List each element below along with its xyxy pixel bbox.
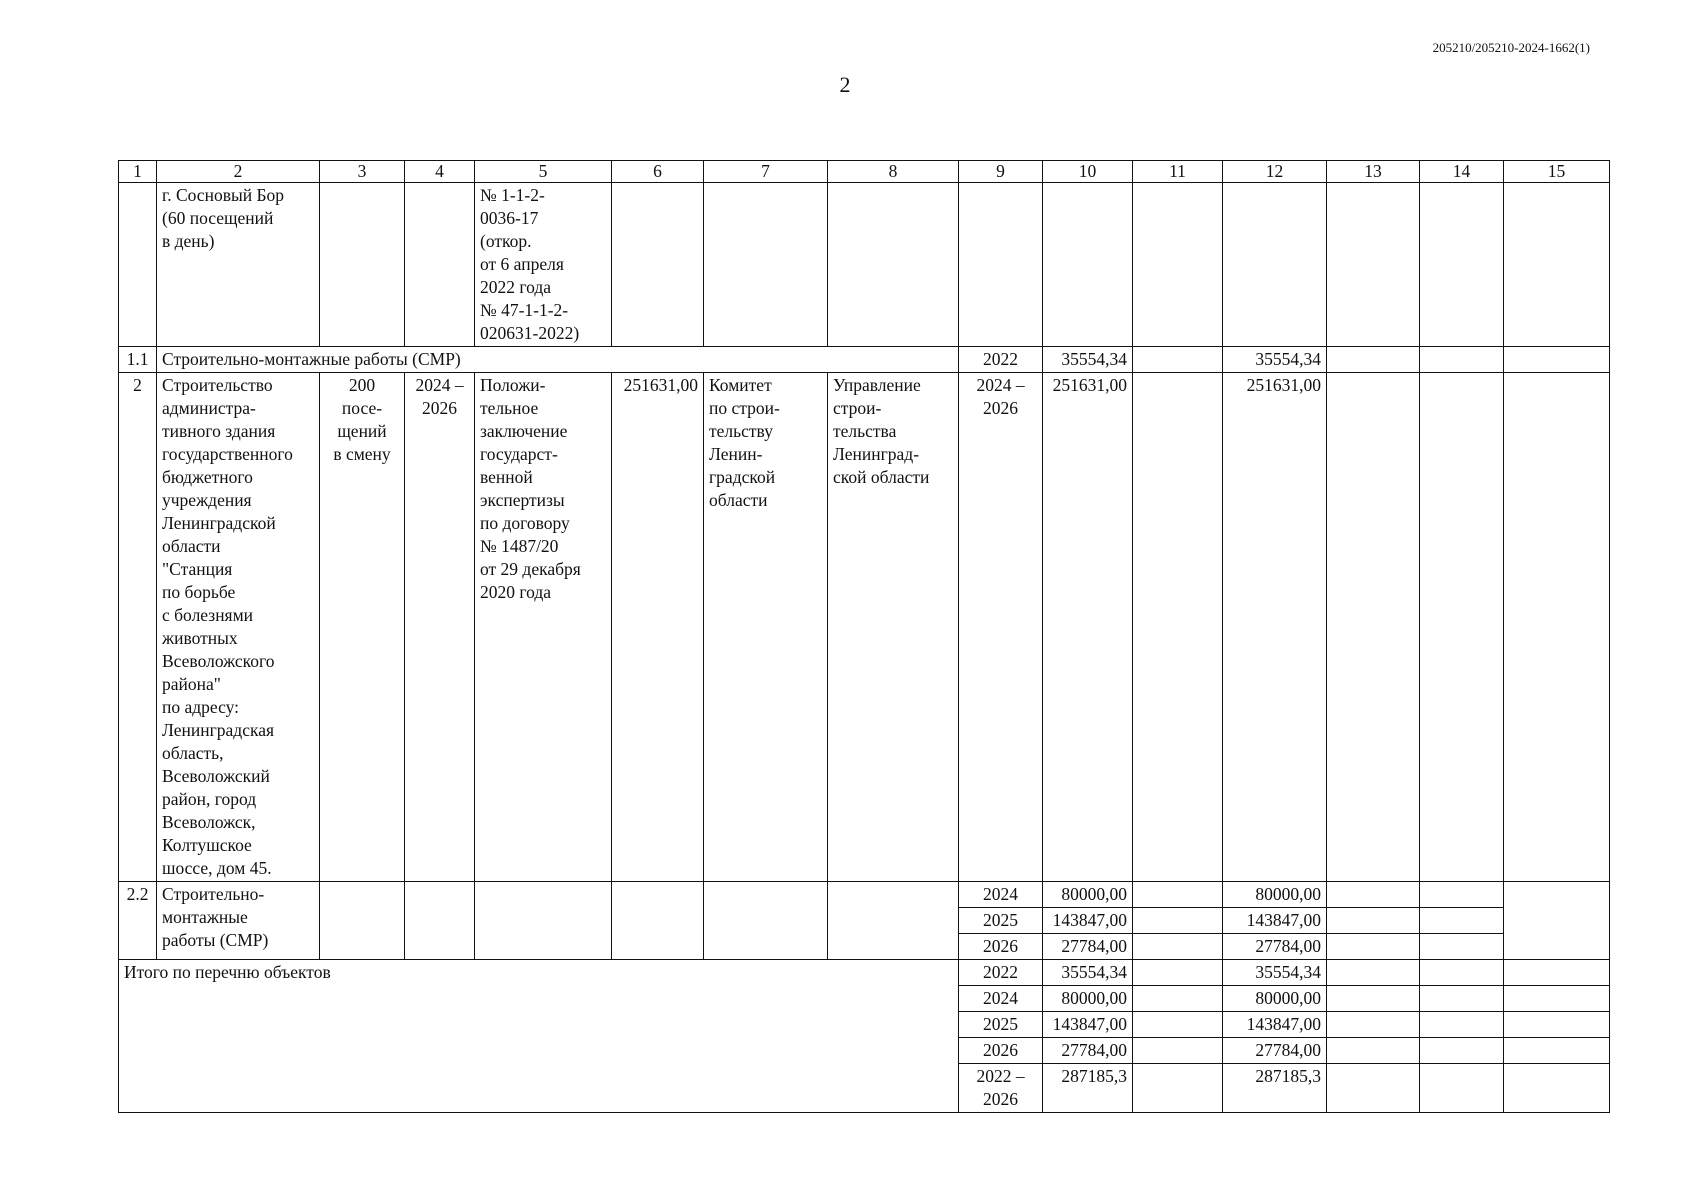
regional-cell: 27784,00 <box>1223 934 1327 960</box>
year-cell: 2024 <box>959 986 1043 1012</box>
work-type-label: Строительно-монтажные работы (СМР) <box>157 347 959 373</box>
period-cell: 2024 – 2026 <box>405 373 475 882</box>
table-header-row <box>119 161 1610 183</box>
row-number: 1.1 <box>119 347 157 373</box>
regional-cell: 35554,34 <box>1223 347 1327 373</box>
page-number: 2 <box>839 72 851 97</box>
col-header: 6 <box>612 161 704 183</box>
table-row <box>119 373 1610 882</box>
total-cell: 35554,34 <box>1043 960 1133 986</box>
table-row <box>119 183 1610 347</box>
col-header: 3 <box>320 161 405 183</box>
objects-table <box>118 160 1610 1113</box>
total-cell: 80000,00 <box>1043 986 1133 1012</box>
regional-cell: 143847,00 <box>1223 908 1327 934</box>
col-header: 10 <box>1043 161 1133 183</box>
table-row <box>119 882 1610 908</box>
document-number: 205210/205210-2024-1662(1) <box>1432 40 1590 55</box>
year-cell: 2022 <box>959 960 1043 986</box>
object-name-cell: г. Сосновый Бор (60 посещений в день) <box>157 183 320 347</box>
cost-cell: 251631,00 <box>612 373 704 882</box>
regional-cell: 287185,3 <box>1223 1064 1327 1113</box>
col-header: 2 <box>157 161 320 183</box>
year-cell: 2025 <box>959 1012 1043 1038</box>
col-header: 7 <box>704 161 828 183</box>
expertise-cell: Положи- тельное заключение государст- венной экспертизы по договору № 1487/20 от 29 декабря 2020 года <box>475 373 612 882</box>
total-cell: 27784,00 <box>1043 934 1133 960</box>
row-number: 2.2 <box>119 882 157 960</box>
col-header: 4 <box>405 161 475 183</box>
regional-cell: 35554,34 <box>1223 960 1327 986</box>
year-cell: 2026 <box>959 934 1043 960</box>
regional-cell: 80000,00 <box>1223 882 1327 908</box>
table-row <box>119 347 1610 373</box>
regional-cell: 143847,00 <box>1223 1012 1327 1038</box>
col-header: 11 <box>1133 161 1223 183</box>
col-header: 1 <box>119 161 157 183</box>
customer-cell: Комитет по строи- тельству Ленин- градской области <box>704 373 828 882</box>
totals-label: Итого по перечню объектов <box>119 960 959 1113</box>
developer-cell: Управление строи- тельства Ленинград- ской области <box>828 373 959 882</box>
total-cell: 35554,34 <box>1043 347 1133 373</box>
col-header: 15 <box>1504 161 1610 183</box>
total-cell: 251631,00 <box>1043 373 1133 882</box>
regional-cell: 80000,00 <box>1223 986 1327 1012</box>
capacity-cell: 200 посе- щений в смену <box>320 373 405 882</box>
total-cell: 287185,3 <box>1043 1064 1133 1113</box>
col-header: 12 <box>1223 161 1327 183</box>
year-cell: 2025 <box>959 908 1043 934</box>
total-cell: 143847,00 <box>1043 908 1133 934</box>
work-type-label: Строительно- монтажные работы (СМР) <box>157 882 320 960</box>
totals-row <box>119 960 1610 986</box>
regional-cell: 251631,00 <box>1223 373 1327 882</box>
total-cell: 80000,00 <box>1043 882 1133 908</box>
col-header: 13 <box>1327 161 1420 183</box>
total-cell: 143847,00 <box>1043 1012 1133 1038</box>
object-name-cell: Строительство администра- тивного здания государственного бюджетного учреждения Ленинградской области "Станция по борьбе с болезнями животных Всеволожского района" по адресу: Ленинградская область, Всеволожский район, город Всеволожск, Колтушское шоссе, дом 45. <box>157 373 320 882</box>
year-cell: 2026 <box>959 1038 1043 1064</box>
year-cell: 2022 – 2026 <box>959 1064 1043 1113</box>
total-cell: 27784,00 <box>1043 1038 1133 1064</box>
col-header: 5 <box>475 161 612 183</box>
col-header: 14 <box>1420 161 1504 183</box>
regional-cell: 27784,00 <box>1223 1038 1327 1064</box>
expertise-cell: № 1-1-2- 0036-17 (откор. от 6 апреля 2022 года № 47-1-1-2- 020631-2022) <box>475 183 612 347</box>
col-header: 8 <box>828 161 959 183</box>
row-number: 2 <box>119 373 157 882</box>
year-cell: 2024 <box>959 882 1043 908</box>
col-header: 9 <box>959 161 1043 183</box>
year-cell: 2024 – 2026 <box>959 373 1043 882</box>
year-cell: 2022 <box>959 347 1043 373</box>
